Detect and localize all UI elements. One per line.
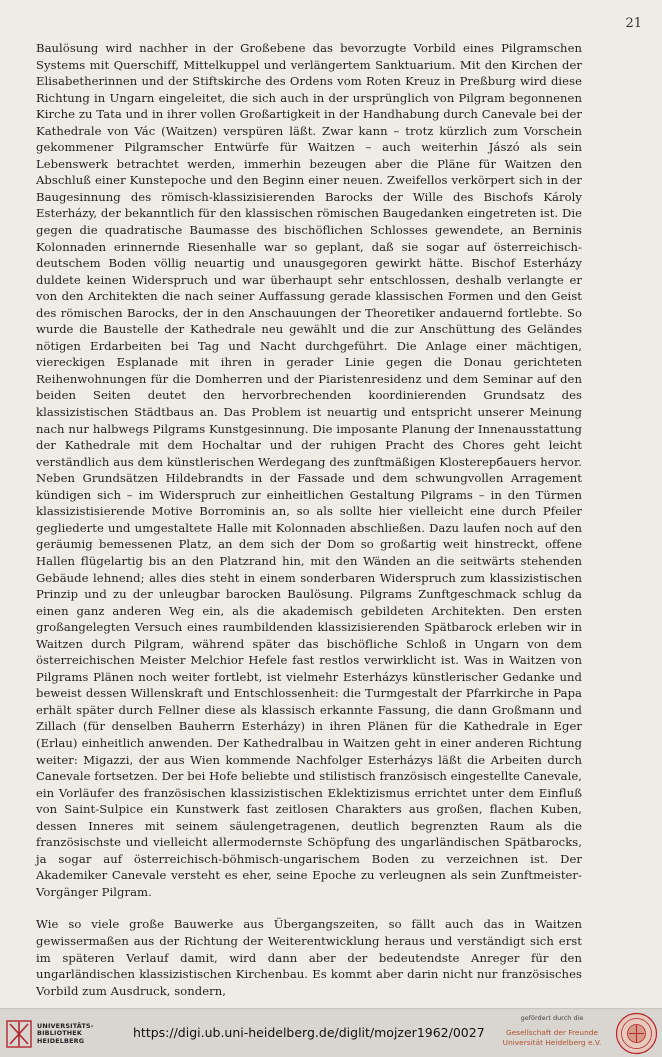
sponsor-label: gefördert durch die: [520, 1014, 584, 1022]
sponsor-name: [500, 1028, 604, 1047]
viewer-footer: [0, 1008, 662, 1057]
paragraph-1: Baulösung wird nachher in der Großebene das bevorzugte Vorbild eines Pilgramschen Systems mit Querschiff, Mittelkuppel und verlängertem Sanktuarium. Mit den Kirchen der Elisabetherinnen und der Stiftskirche des Ordens vom Roten Kreuz in Preßburg wird diese Richtung in Ungarn eingeleitet, die sich auch in der ursprünglich von Pilgram begonnenen Kirche zu Tata und in ihrer vollen Großartigkeit in der Handhabung durch Canevale bei der Kathedrale von Vác (Waitzen) verspüren läßt. Zwar kann – trotz kürzlich zum Vorschein gekommener Pilgramscher Entwürfe für Waitzen – auch weiterhin Jászó als sein Lebenswerk betrachtet werden, immerhin bezeugen aber die Pläne für Waitzen den Abschluß einer Kunstepoche und den Beginn einer neuen. Zweifellos verkörpert sich in der Baugesinnung des römisch-klassizisierenden Barocks der Wille des Bischofs Károly Esterházy, der bekanntlich für den klassischen römischen Baugedanken eingetreten ist. Die gegen die quadratische Baumasse des bischöflichen Schlosses gewendete, an Berninis Kolonnaden erinnernde Riesenhalle war so geplant, daß sie sogar auf österreichisch-deutschem Boden völlig neuartig und unausgegoren gewirkt hätte. Bischof Esterházy duldete keinen Widerspruch und war überhaupt sehr entschlossen, deshalb verlangte er von den Architekten die nach seiner Auffassung gerade klassischen Formen und den Geist des römischen Barocks, der in den Anschauungen der Theoretiker andauernd fortlebte. So wurde die Baustelle der Kathedrale neu gewählt und die zur Anschüttung des Geländes nötigen Erdarbeiten bei Tag und Nacht durchgeführt. Die Anlage einer mächtigen, viereckigen Esplanade mit ihren in gerader Linie gegen die Donau gerichteten Reihenwohnungen für die Domherren und der Piaristenresidenz und dem Seminar auf den beiden Seiten deutet den hervorbrechenden koordinierenden Grundsatz des klassizistischen Städtbaus an. Das Problem ist neuartig und entspricht unserer Meinung nach nur halbwegs Pilgrams Kunstgesinnung. Die imposante Planung der Innenausstattung der Kathedrale mit dem Hochaltar und der ruhigen Pracht des Chores geht leicht verständlich aus dem künstlerischen Werdegang des zunftmäßigen Klosterербauers hervor. Neben Grundsätzen Hildebrandts in der Fassade und dem schwungvollen Arragement kündigen sich – im Widerspruch zur einheitlichen Gestaltung Pilgrams – in den Türmen klassizistisierende Motive Borrominis an, so als sollte hier vielleicht eine durch Pfeiler gegliederte und umgestaltete Halle mit Kolonnaden abschließen. Dazu laufen noch auf den geräumig bemessenen Platz, an dem sich der Dom so großartig weit hinstreckt, offene Hallen flügelartig bis an den Platzrand hin, mit den Wänden an die seitwärts stehenden Gebäude lehnend; alles dies steht in einem sonderbaren Widerspruch zum klassizistischen Prinzip und zu der unleugbar barocken Baulösung. Pilgrams Zunftgeschmack schlug da einen ganz anderen Weg ein, als die akademisch gebildeten Architekten. Den ersten großangelegten Versuch eines raumbildenden klassizisierenden Spätbarock erleben wir in Waitzen durch Pilgram, während später das bischöfliche Schloß in Ungarn von dem österreichischen Meister Melchior Hefele fast restlos verwirklicht ist. Was in Waitzen von Pilgrams Plänen noch weiter fortlebt, ist vielmehr Esterházys künstlerischer Gedanke und beweist dessen Willenskraft und Entschlossenheit: die Turmgestalt der Pfarrkirche in Papa erhält später durch Fellner diese als klassisch erkannte Fassung, die dann Großmann und Zillach (für denselben Bauherrn Esterházy) in ihren Plänen für die Kathedrale in Eger (Erlau) einheitlich anwenden. Der Kathedralbau in Waitzen geht in einer anderen Richtung weiter: Migazzi, der aus Wien kommende Nachfolger Esterházys läßt die Arbeiten durch Canevale fortsetzen. Der bei Hofe beliebte und stilistisch französisch eingestellte Canevale, ein Vorläufer des französischen klassizistischen Eklektizismus errichtet unter dem Einfluß von Saint-Sulpice ein Kunstwerk fast zeitlosen Charakters aus großen, flachen Kuben, dessen Inneres mit seinem säulengetragenen, deutlich begrenzten Raum als die französischste und vielleicht allermodernste Schöpfung des ungarländischen Spätbarocks, ja sogar auf österreichisch-böhmisch-ungarischem Boden zu verzeichnen ist. Der Akademiker Canevale versteht es eher, seine Epoche zu verleugnen als sein Zunftmeister-Vorgänger Pilgram.: [36, 41, 582, 899]
paragraph-2: Wie so viele große Bauwerke aus Übergangszeiten, so fällt auch das in Waitzen gewissermaßen aus der Richtung der Weiterentwicklung heraus und verständigt sich erst im späteren Verlauf damit, wird dann aber der bedeutendste Anreger für den ungarländischen klassizistischen Kirchenbau. Es kommt aber darin nicht nur französisches Vorbild zum Ausdruck, sondern,: [36, 917, 582, 998]
library-name-line: UNIVERSITÄTS-: [37, 1021, 94, 1030]
body-text: [36, 40, 582, 999]
sponsor-name-line: Gesellschaft der Freunde: [506, 1028, 598, 1037]
library-name-line: BIBLIOTHEK: [37, 1029, 83, 1038]
permalink-url[interactable]: https://digi.ub.uni-heidelberg.de/diglit/mojzer1962/0027: [133, 1025, 485, 1040]
library-name-line: HEIDELBERG: [37, 1036, 85, 1045]
university-seal-icon[interactable]: [615, 1012, 658, 1055]
ub-heidelberg-logo-icon: [6, 1020, 32, 1048]
library-name: [37, 1023, 94, 1045]
sponsor-name-line: Universität Heidelberg e.V.: [502, 1037, 602, 1047]
sponsor-block[interactable]: [500, 1014, 604, 1047]
library-logo[interactable]: [6, 1017, 126, 1051]
page-number: 21: [625, 16, 642, 31]
